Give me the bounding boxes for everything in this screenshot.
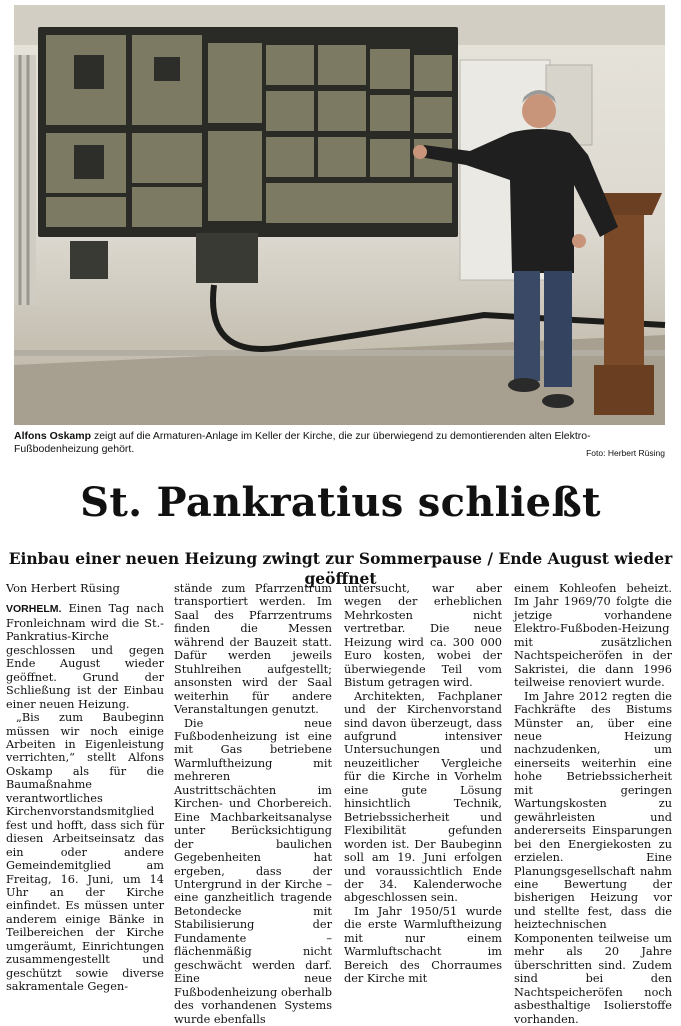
article-column-4 (514, 582, 672, 1026)
article-column-1 (6, 582, 164, 994)
article-column-2 (174, 582, 332, 1026)
article-photo (14, 5, 665, 425)
photo-caption (14, 430, 665, 456)
author-byline: Von Herbert Rüsing (6, 582, 120, 595)
paragraph: Im Jahre 2012 regten die Fachkräfte des Bistums Münster an, über eine neue Heizung nachzudenken, um einerseits weiterhin eine hohe Betriebssicherheit mit geringen Wartungskosten zu gewährleisten und andererseits Einsparungen bei den Energiekosten zu erzielen. Eine Planungsgesellschaft nahm eine Bewertung der bisherigen Heizung vor und stellte fest, dass die heiztechnischen Komponenten teilweise um mehr als 20 Jahre überschritten sind. Zudem sind bei den Nachtspeicheröfen noch asbesthaltige Isolierstoffe vorhanden. (514, 689, 672, 1026)
paragraph: stände zum Pfarrzentrum transportiert werden. Im Saal des Pfarrzentrums finden die Messen während der Bauzeit statt. Dafür werden jeweils Stuhlreihen aufgestellt; ansonsten wird der Saal weiterhin für andere Veranstaltungen genutzt. (174, 582, 332, 717)
photo-illustration (14, 5, 665, 425)
paragraph-text: Einen Tag nach Fronleichnam wird die St.-Pankratius-Kirche geschlossen und gegen Ende August wieder geöffnet. Grund der Schließung ist der Einbau einer neuen Heizung. (6, 602, 164, 711)
paragraph: Architekten, Fachplaner und der Kirchenvorstand sind davon überzeugt, dass aufgrund intensiver Untersuchungen und neuzeitlicher Vergleiche für die Kirche in Vorhelm eine gute Lösung hinsichtlich Technik, Betriebssicherheit und Flexibilität gefunden worden ist. Der Baubeginn soll am 19. Juni erfolgen und voraussichtlich Ende der 34. Kalenderwoche abgeschlossen sein. (344, 689, 502, 905)
paragraph: einem Kohleofen beheizt. Im Jahr 1969/70 folgte die jetzige vorhandene Elektro-Fußboden-Heizung mit zusätzlichen Nachtspeicheröfen in der Sakristei, die dann 1996 teilweise renoviert wurde. (514, 582, 672, 690)
caption-name: Alfons Oskamp (14, 430, 92, 442)
paragraph (6, 602, 164, 711)
caption-text: zeigt auf die Armaturen-Anlage im Keller der Kirche, die zur überwiegend zu demontierenden alten Elektro-Fußbodenheizung gehört. (14, 430, 591, 455)
paragraph: „Bis zum Baubeginn müssen wir noch einige Arbeiten in Eigenleistung verrichten,“ stellt Alfons Oskamp als für die Baumaßnahme verantwortliches Kirchenvorstandsmitglied fest und hofft, dass sich für diesen Arbeitseinsatz das ein oder andere Gemeindemitglied am Freitag, 16. Juni, um 14 Uhr an der Kirche einfindet. Es müssen unter anderem einige Bänke in Teilbereichen der Kirche umgeräumt, Einrichtungen zusammengestellt und geschützt sowie diverse sakramentale Gegen- (6, 711, 164, 994)
dateline-place: VORHELM. (6, 603, 62, 616)
article-body (6, 582, 676, 1026)
headline: St. Pankratius schließt (80, 479, 601, 526)
photo-credit: Foto: Herbert Rüsing (586, 448, 665, 458)
paragraph: Im Jahr 1950/51 wurde die erste Warmluftheizung mit nur einem Warmluftschacht im Bereich des Chorraumes der Kirche mit (344, 904, 502, 986)
paragraph: untersucht, war aber wegen der erheblichen Mehrkosten nicht vertretbar. Die neue Heizung wird ca. 300 000 Euro kosten, wobei der überwiegende Teil vom Bistum getragen wird. (344, 582, 502, 690)
paragraph: Die neue Fußbodenheizung ist eine mit Gas betriebene Warmluftheizung mit mehreren Austrittschächten im Kirchen- und Chorbereich. Eine Machbarkeitsanalyse unter Berücksichtigung der baulichen Gegebenheiten hat ergeben, dass der Untergrund in der Kirche – eine ganzheitlich tragende Betondecke mit Stabilisierung der Fundamente – flächenmäßig nicht geschwächt werden darf. Eine neue Fußbodenheizung oberhalb des vorhandenen Systems wurde ebenfalls (174, 716, 332, 1026)
subheadline: Einbau einer neuen Heizung zwingt zur Sommerpause / Ende August wieder geöffnet (8, 549, 673, 588)
article-column-3 (344, 582, 502, 986)
